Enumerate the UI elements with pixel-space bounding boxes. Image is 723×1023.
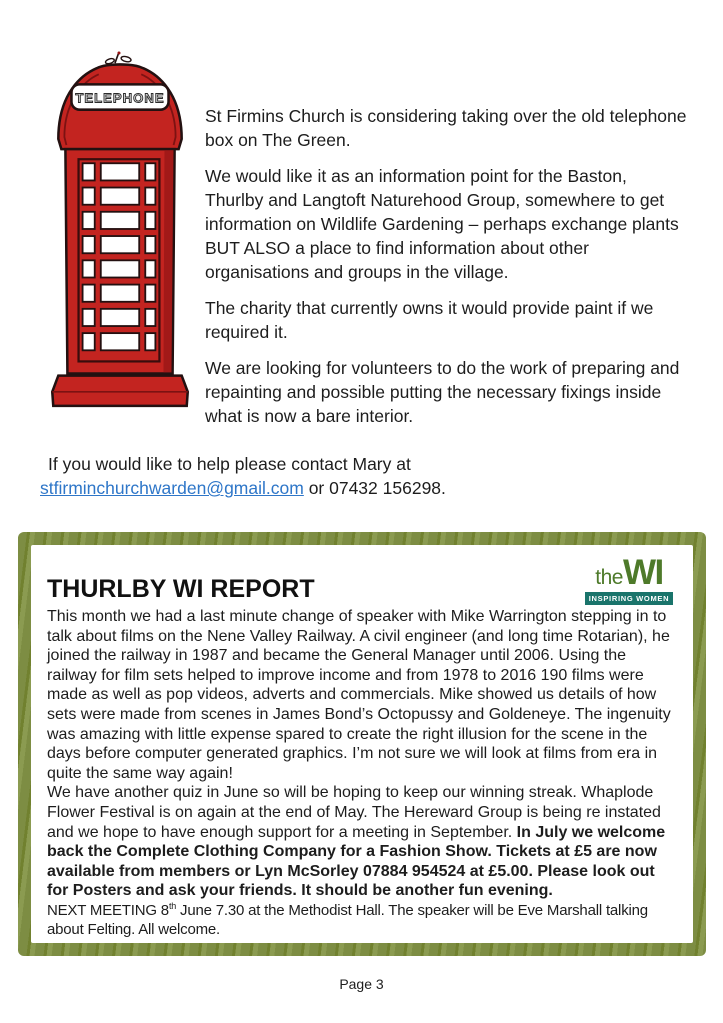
intro-paragraph-4: We are looking for volunteers to do the work of preparing and repainting and possible putting the necessary fixings inside what is now a bare interior. [205, 358, 680, 426]
page-number: Page 3 [339, 976, 384, 992]
wi-body-p2-text: We have another quiz in June so will be hoping to keep our winning streak. Whaplode Flower Festival is on again at the end of May. The Hereward Group is being re instated and we hope to have enough support for a meeting in September. [47, 784, 661, 841]
wi-report-content [31, 545, 693, 943]
phone-section-text [205, 104, 689, 440]
telephone-sign-label: TELEPHONE [75, 90, 165, 106]
wi-logo-tagline: INSPIRING WOMEN [585, 592, 673, 605]
crown-icon [105, 52, 132, 65]
wi-logo [585, 555, 673, 605]
wi-report-box [18, 532, 706, 956]
intro-paragraph-3: The charity that currently owns it would provide paint if we required it. [205, 298, 654, 342]
wi-next-meeting [47, 901, 680, 939]
intro-paragraph-2: We would like it as an information point for the Baston, Thurlby and Langtoft Naturehood Group, somewhere to get information on Wildlife Gardening – perhaps exchange plants BUT ALSO a place to find information about other organisations and groups in the village. [205, 166, 679, 282]
contact-phone: or 07432 156298. [303, 478, 446, 498]
telephone-box-illustration [44, 48, 196, 414]
wi-body-paragraph-2 [47, 783, 680, 901]
wi-logo-wordmark [585, 555, 673, 590]
wi-body-p2-bold: In July we welcome back the Complete Clothing Company for a Fashion Show. Tickets at £5 are now available from members or Lyn McSorley 07884 954524 at £5.00. Please look out for Posters and ask your friends. It should be another fun evening. [47, 823, 666, 900]
wi-report-title: THURLBY WI REPORT [47, 575, 315, 603]
email-link[interactable]: stfirminchurchwarden@gmail.com [40, 478, 304, 498]
next-meeting-details: June 7.30 at the Methodist Hall. The speaker will be Eve Marshall talking about Felting. All welcome. [47, 901, 648, 938]
intro-paragraph-1: St Firmins Church is considering taking over the old telephone box on The Green. [205, 106, 687, 150]
telephone-box-svg [44, 48, 196, 414]
wi-body-paragraph-1: This month we had a last minute change of speaker with Mike Warrington stepping in to talk about films on the Nene Valley Railway. A civil engineer (and long time Rotarian), he joined the railway in 1987 and became the General Manager until 2006. Using the railway for film sets helped to improve income and from 1978 to 2016 190 films were made as well as pop videos, adverts and commercials. Mike showed us details of how sets were made from scenes in James Bond’s Octopussy and Goldeneye. The ingenuity was amazing with little expense spared to create the right illusion for the scene in the days before computer generated graphics. I’m not sure we will look at films from era in quite the same way again! [47, 608, 671, 782]
wi-logo-the: the [595, 566, 623, 589]
next-meeting-text: NEXT MEETING 8 [47, 901, 169, 919]
wi-logo-wi: WI [622, 553, 663, 592]
contact-info [40, 452, 670, 500]
contact-text: If you would like to help please contact Mary at [48, 454, 411, 474]
next-meeting-ordinal: th [168, 900, 177, 911]
